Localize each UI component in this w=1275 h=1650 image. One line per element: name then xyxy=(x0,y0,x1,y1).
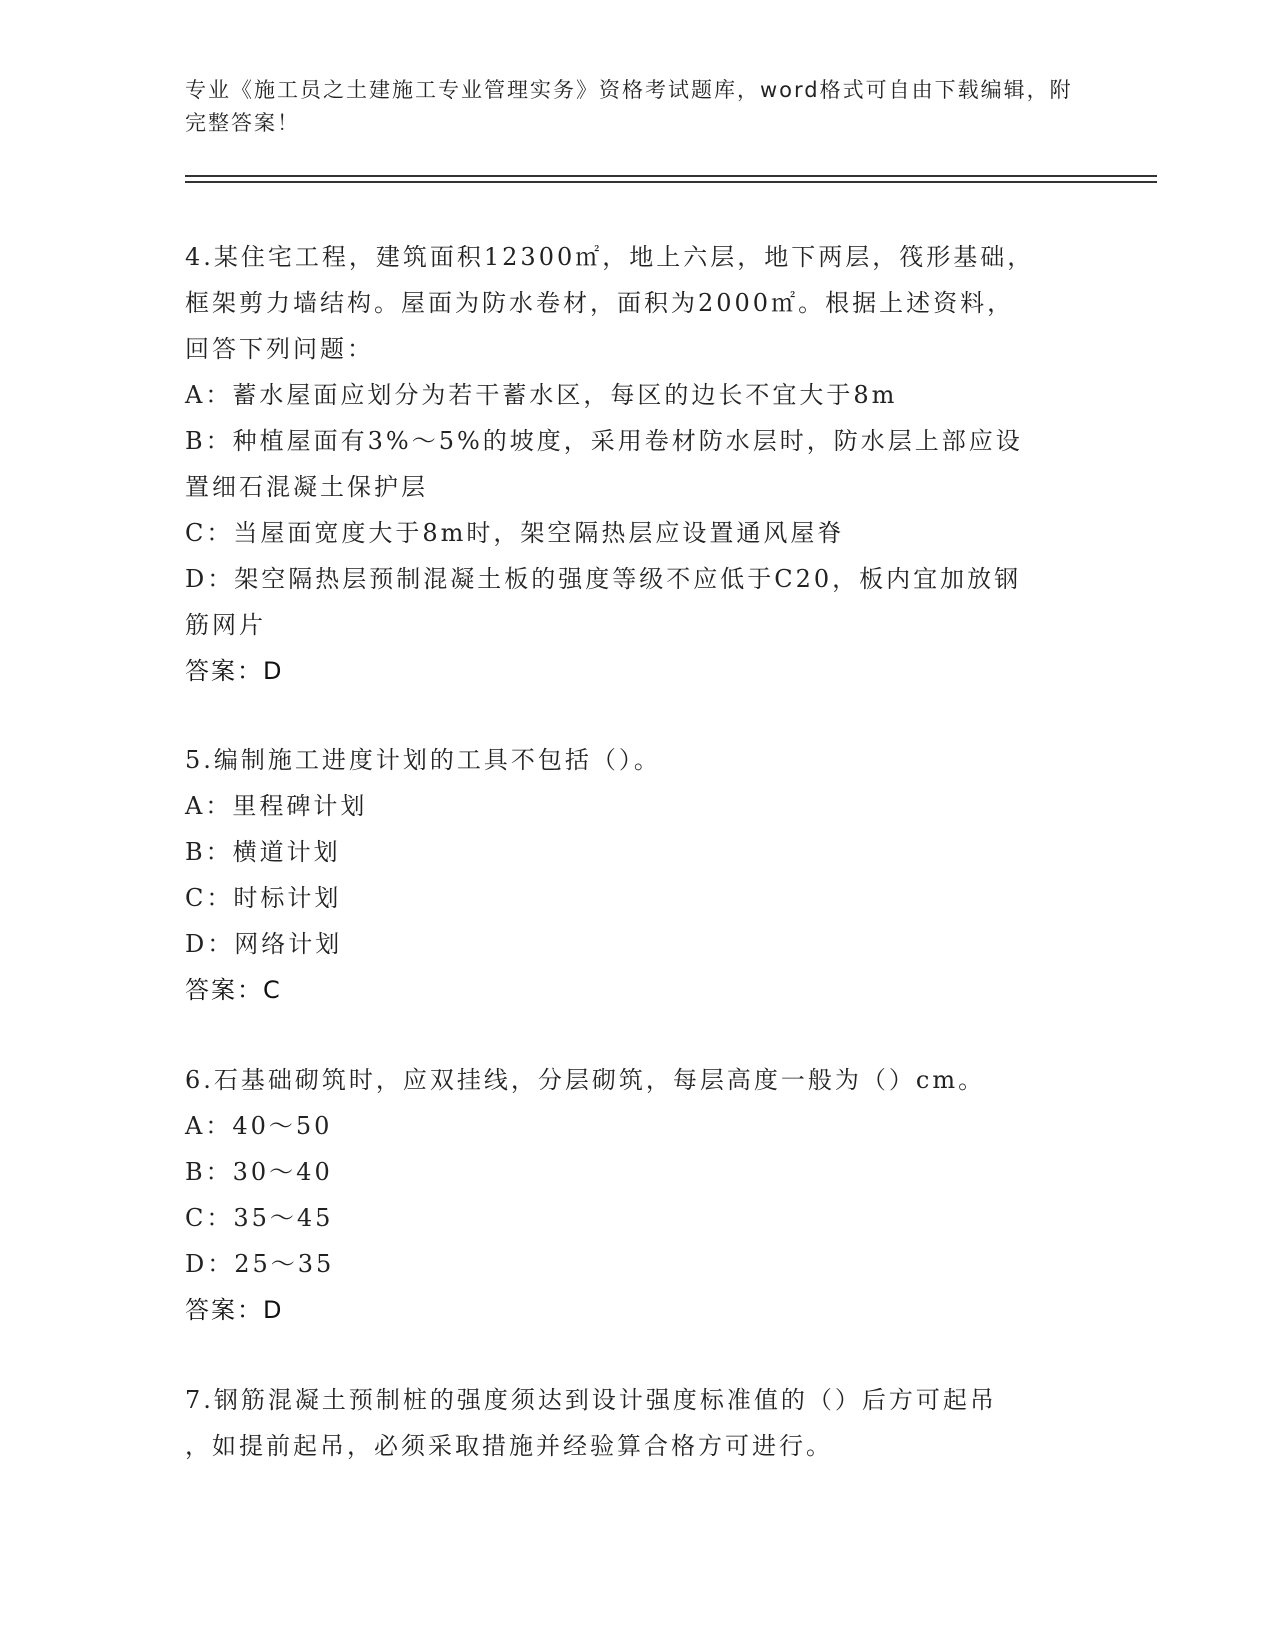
option-b: B：横道计划 xyxy=(185,838,341,866)
option-c: C：时标计划 xyxy=(185,884,342,912)
question-6 xyxy=(185,1057,1085,1333)
option-a: A：40～50 xyxy=(185,1112,333,1140)
option-b: B：种植屋面有3%～5%的坡度，采用卷材防水层时，防水层上部应设 xyxy=(185,427,1023,455)
header-divider-bottom xyxy=(185,181,1157,183)
option-c: C：35～45 xyxy=(185,1204,334,1232)
question-stem-line: 回答下列问题： xyxy=(185,335,374,363)
question-stem-line: 4.某住宅工程，建筑面积12300㎡，地上六层，地下两层，筏形基础， xyxy=(185,243,1035,271)
question-7 xyxy=(185,1377,1085,1469)
header-divider-top xyxy=(185,175,1157,177)
answer-label: 答案：C xyxy=(185,976,282,1004)
option-d-continued: 筋网片 xyxy=(185,611,266,639)
question-stem-line: 框架剪力墙结构。屋面为防水卷材，面积为2000㎡。根据上述资料， xyxy=(185,289,1015,317)
option-a: A：蓄水屋面应划分为若干蓄水区，每区的边长不宜大于8m xyxy=(185,381,898,409)
option-d: D：架空隔热层预制混凝土板的强度等级不应低于C20，板内宜加放钢 xyxy=(185,565,1022,593)
option-a: A：里程碑计划 xyxy=(185,792,368,820)
question-stem-line: 7.钢筋混凝土预制桩的强度须达到设计强度标准值的（）后方可起吊 xyxy=(185,1386,997,1414)
answer-label: 答案：D xyxy=(185,1296,284,1324)
question-stem-line: 5.编制施工进度计划的工具不包括（）。 xyxy=(185,746,661,774)
header-text: 专业《施工员之土建施工专业管理实务》资格考试题库，word格式可自由下载编辑，附完整答案！ xyxy=(185,78,1073,135)
option-d: D：25～35 xyxy=(185,1250,335,1278)
answer-label: 答案：D xyxy=(185,657,284,685)
question-5 xyxy=(185,737,1085,1013)
document-header xyxy=(185,74,1085,140)
question-stem-line: ，如提前起吊，必须采取措施并经验算合格方可进行。 xyxy=(185,1432,833,1460)
option-c: C：当屋面宽度大于8m时，架空隔热层应设置通风屋脊 xyxy=(185,519,845,547)
question-4 xyxy=(185,234,1085,694)
question-stem-line: 6.石基础砌筑时，应双挂线，分层砌筑，每层高度一般为（）cm。 xyxy=(185,1066,986,1094)
option-b-continued: 置细石混凝土保护层 xyxy=(185,473,428,501)
option-d: D：网络计划 xyxy=(185,930,343,958)
option-b: B：30～40 xyxy=(185,1158,333,1186)
